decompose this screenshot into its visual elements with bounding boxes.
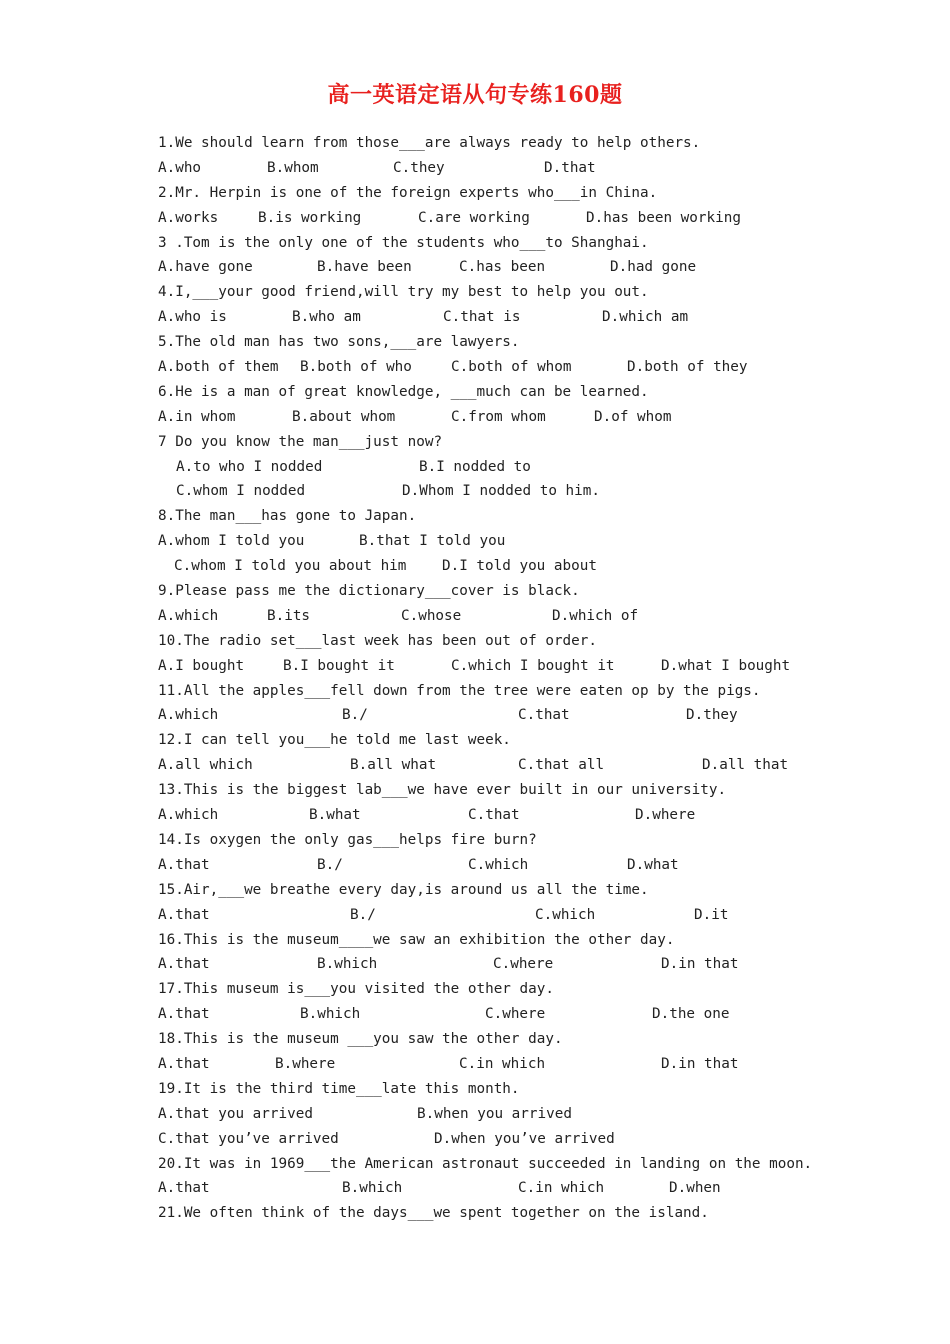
- answer-option: C.that all: [518, 757, 605, 774]
- answer-option: B./: [350, 906, 376, 923]
- answer-option: C.that is: [443, 309, 521, 326]
- answer-option: B.have been: [317, 259, 412, 276]
- page-title: 高一英语定语从句专练160题: [327, 82, 623, 108]
- question-stem: 19.It is the third time___late this month.: [158, 1080, 520, 1097]
- options-row: [158, 952, 858, 977]
- options-row: [158, 206, 858, 231]
- answer-option: D.which am: [602, 309, 689, 326]
- answer-option: B.I bought it: [283, 657, 395, 674]
- question-stem: 5.The old man has two sons,___are lawyers.: [158, 334, 520, 351]
- question-stem: 16.This is the museum____we saw an exhibition the other day.: [158, 931, 675, 948]
- answer-option: D.where: [635, 807, 696, 824]
- answer-option: D.I told you about: [442, 558, 597, 575]
- answer-option: C.whom I told you about him: [174, 558, 407, 575]
- options-row: [158, 803, 858, 828]
- answer-option: C.in which: [459, 1055, 546, 1072]
- answer-option: B.who am: [292, 309, 361, 326]
- answer-option: A.that you arrived: [158, 1105, 313, 1122]
- question-stem: 7 Do you know the man___just now?: [158, 433, 443, 450]
- options-row: [158, 305, 858, 330]
- question-stem: 3 .Tom is the only one of the students who___to Shanghai.: [158, 234, 649, 251]
- answer-option: C.where: [485, 1006, 546, 1023]
- question-stem: 18.This is the museum ___you saw the other day.: [158, 1031, 563, 1048]
- question-stem: 6.He is a man of great knowledge, ___much can be learned.: [158, 383, 649, 400]
- options-row: [158, 554, 858, 579]
- answer-option: D.it: [694, 906, 729, 923]
- question-stem: 9.Please pass me the dictionary___cover is black.: [158, 583, 580, 600]
- answer-option: A.that: [158, 1055, 210, 1072]
- answer-option: B.its: [267, 607, 311, 624]
- question-stem: 10.The radio set___last week has been out of order.: [158, 632, 597, 649]
- answer-option: D.which of: [552, 607, 639, 624]
- answer-option: A.who: [158, 159, 202, 176]
- answer-option: C.where: [493, 956, 554, 973]
- answer-option: C.which: [535, 906, 596, 923]
- options-row: [158, 753, 858, 778]
- question-stem: 8.The man___has gone to Japan.: [158, 508, 417, 525]
- answer-option: A.all which: [158, 757, 253, 774]
- answer-option: D.that: [544, 159, 596, 176]
- answer-option: D.what: [627, 856, 679, 873]
- answer-option: B.when you arrived: [417, 1105, 572, 1122]
- answer-option: C.are working: [418, 209, 530, 226]
- question-stem: 13.This is the biggest lab___we have ever built in our university.: [158, 782, 727, 799]
- answer-option: A.works: [158, 209, 219, 226]
- question-stem: 2.Mr. Herpin is one of the foreign experts who___in China.: [158, 184, 658, 201]
- options-row: [158, 1052, 858, 1077]
- answer-option: B.all what: [350, 757, 437, 774]
- answer-option: B.what: [309, 807, 361, 824]
- answer-option: C.has been: [459, 259, 546, 276]
- answer-option: C.in which: [518, 1180, 605, 1197]
- answer-option: D.in that: [661, 956, 739, 973]
- answer-option: A.have gone: [158, 259, 253, 276]
- answer-option: B.about whom: [292, 408, 396, 425]
- answer-option: D.in that: [661, 1055, 739, 1072]
- answer-option: C.that: [468, 807, 520, 824]
- answer-option: A.which: [158, 607, 219, 624]
- options-row: [158, 604, 858, 629]
- options-row: [158, 1127, 858, 1152]
- answer-option: B.is working: [258, 209, 362, 226]
- question-stem: 11.All the apples___fell down from the tree were eaten op by the pigs.: [158, 682, 761, 699]
- answer-option: A.who is: [158, 309, 227, 326]
- answer-option: C.that you’ve arrived: [158, 1130, 339, 1147]
- options-row: [158, 479, 858, 504]
- answer-option: A.to who I nodded: [176, 458, 323, 475]
- answer-option: A.which: [158, 707, 219, 724]
- options-row: [158, 455, 858, 480]
- answer-option: A.that: [158, 1006, 210, 1023]
- answer-option: B./: [317, 856, 343, 873]
- options-row: [158, 355, 858, 380]
- answer-option: B.which: [342, 1180, 403, 1197]
- answer-option: A.that: [158, 956, 210, 973]
- answer-option: C.which: [468, 856, 529, 873]
- answer-option: A.in whom: [158, 408, 236, 425]
- answer-option: B.both of who: [300, 359, 412, 376]
- answer-option: A.that: [158, 856, 210, 873]
- answer-option: D.when you’ve arrived: [434, 1130, 615, 1147]
- answer-option: A.both of them: [158, 359, 279, 376]
- answer-option: D.had gone: [610, 259, 697, 276]
- answer-option: A.which: [158, 807, 219, 824]
- options-row: [158, 1102, 858, 1127]
- answer-option: B.which: [300, 1006, 361, 1023]
- answer-option: C.that: [518, 707, 570, 724]
- answer-option: D.both of they: [627, 359, 748, 376]
- options-row: [158, 529, 858, 554]
- question-stem: 12.I can tell you___he told me last week.: [158, 732, 511, 749]
- question-list: [158, 131, 858, 1226]
- options-row: [158, 1002, 858, 1027]
- answer-option: B.which: [317, 956, 378, 973]
- question-stem: 14.Is oxygen the only gas___helps fire burn?: [158, 831, 537, 848]
- options-row: [158, 853, 858, 878]
- options-row: [158, 405, 858, 430]
- options-row: [158, 255, 858, 280]
- options-row: [158, 903, 858, 928]
- options-row: [158, 1176, 858, 1201]
- options-row: [158, 654, 858, 679]
- answer-option: B./: [342, 707, 368, 724]
- question-stem: 4.I,___your good friend,will try my best to help you out.: [158, 284, 649, 301]
- answer-option: C.they: [393, 159, 445, 176]
- answer-option: D.has been working: [586, 209, 741, 226]
- answer-option: C.whose: [401, 607, 462, 624]
- answer-option: B.I nodded to: [419, 458, 531, 475]
- answer-option: C.from whom: [451, 408, 546, 425]
- answer-option: C.which I bought it: [451, 657, 615, 674]
- answer-option: D.of whom: [594, 408, 672, 425]
- options-row: [158, 703, 858, 728]
- answer-option: C.whom I nodded: [176, 483, 306, 500]
- answer-option: D.when: [669, 1180, 721, 1197]
- question-stem: 20.It was in 1969___the American astronaut succeeded in landing on the moon.: [158, 1155, 813, 1172]
- answer-option: D.Whom I nodded to him.: [402, 483, 600, 500]
- options-row: [158, 156, 858, 181]
- question-stem: 17.This museum is___you visited the other day.: [158, 981, 554, 998]
- answer-option: D.they: [686, 707, 738, 724]
- question-stem: 21.We often think of the days___we spent together on the island.: [158, 1205, 709, 1222]
- answer-option: D.what I bought: [661, 657, 791, 674]
- answer-option: A.whom I told you: [158, 533, 305, 550]
- answer-option: D.the one: [652, 1006, 730, 1023]
- answer-option: A.that: [158, 906, 210, 923]
- answer-option: B.that I told you: [359, 533, 506, 550]
- question-stem: 15.Air,___we breathe every day,is around us all the time.: [158, 881, 649, 898]
- question-stem: 1.We should learn from those___are always ready to help others.: [158, 135, 701, 151]
- answer-option: A.I bought: [158, 657, 245, 674]
- answer-option: B.whom: [267, 159, 319, 176]
- answer-option: C.both of whom: [451, 359, 572, 376]
- answer-option: D.all that: [702, 757, 789, 774]
- answer-option: B.where: [275, 1055, 336, 1072]
- answer-option: A.that: [158, 1180, 210, 1197]
